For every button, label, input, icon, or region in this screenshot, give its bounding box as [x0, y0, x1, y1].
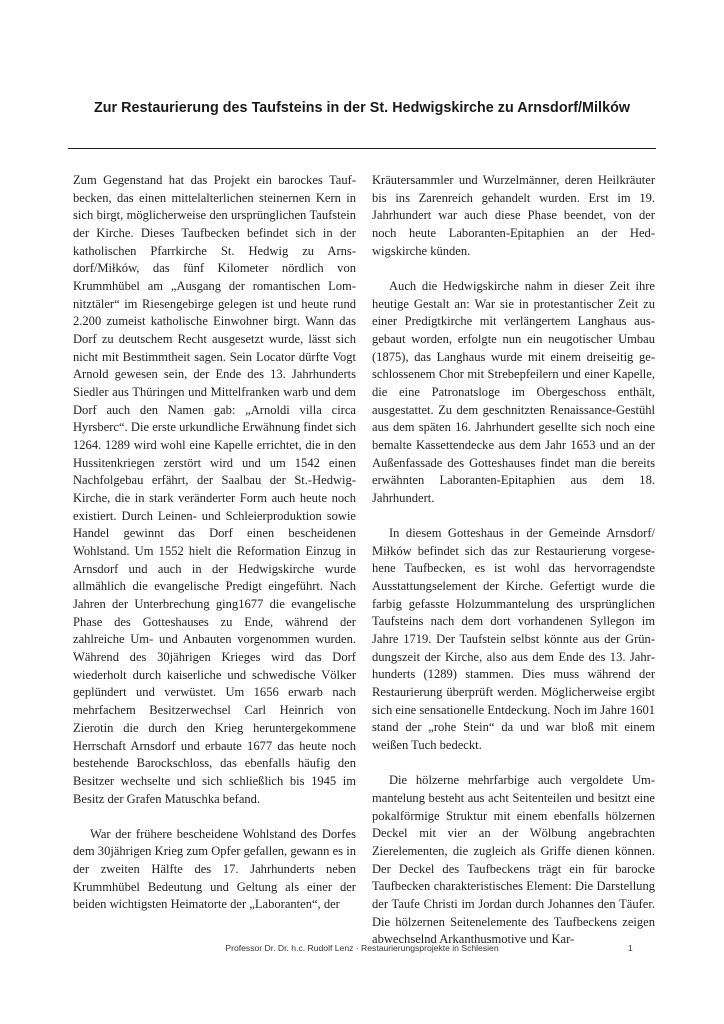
title-divider	[68, 148, 656, 149]
paragraph: War der frühere bescheidene Wohlstand des Dorfes dem 30jährigen Krieg zum Opfer gefallen, gewann es in der zweiten Hälfte des 17. Jahrhunderts neben Krummhübel Bedeutung und Geltung als einer der beiden wichtigsten Heimatorte der „Laboranten“, der	[73, 826, 356, 912]
paragraph: Kräutersammler und Wurzelmänner, deren Heilkräuter bis ins Zarenreich gehandelt wurden. Erst im 19. Jahrhundert war auch diese Phase beendet, von der noch heute Laboranten-Epitaphien an der Hedwigskirche künden.	[372, 173, 655, 258]
paragraph: Zum Gegenstand hat das Projekt ein barockes Taufbecken, das einen mittelalterlichen steinernen Kern in sich birgt, möglicherweise den ursprünglichen Taufstein der Kirche. Dieses Taufbecken befindet sich in der katholischen Pfarrkirche St. Hedwig zu Arnsdorf/Miłków, das fünf Kilometer nördlich von Krummhübel am „Ausgang der romantischen Lomnitztäler“ im Riesengebirge gelegen ist und heute rund 2.200 zumeist katholische Einwohner birgt. Wann das Dorf zu deutschem Recht ausgesetzt wurde, lässt sich nicht mit Bestimmtheit sagen. Sein Locator dürfte Vogt Arnold gewesen sein, der Ende des 13. Jahrhunderts Siedler aus Thüringen und Mittelfranken warb und dem Dorf auch den Namen gab: „Arnoldi villa circa Hyrsberc“. Die erste urkundliche Erwähnung findet sich 1264. 1289 wird wohl eine Kapelle errichtet, die in den Hussitenkriegen zerstört wird und um 1542 einen Nachfolgebau erfährt, der Saalbau der St.-Hedwig-Kirche, die in stark veränderter Form auch heute noch existiert. Durch Leinen- und Schleierproduktion sowie Handel gewinnt das Dorf einen bescheidenen Wohlstand. Um 1552 hielt die Reformation Einzug in Arnsdorf und auch in der Hedwigskirche wurde allmählich die evangelische Predigt eingeführt. Nach Jahren der Unterbrechung ging1677 die evangelische Phase des Gotteshauses zu Ende, während der zahlreiche Um- und Anbauten vorgenommen wurden. Während des 30jährigen Krieges wird das Dorf wiederholt durch kaiserliche und schwedische Völker geplündert und verwüstet. Um 1656 erwarb nach mehrfachem Besitzerwechsel Carl Heinrich von Zierotin die durch den Krieg heruntergekommene Herrschaft Arnsdorf und erbaute 1677 das heute noch bestehende Barockschloss, das ebenfalls häufig den Besitzer wechselte und sich schließlich bis 1945 im Besitz der Grafen Matuschka befand.	[73, 173, 356, 806]
page-number: 1	[628, 943, 633, 953]
paragraph: Auch die Hedwigskirche nahm in dieser Zeit ihre heutige Gestalt an: War sie in protestantischer Zeit zu einer Predigtkirche mit verlängertem Langhaus ausgebaut worden, erfolgte nun ein neugotischer Umbau (1875), das Langhaus wurde mit einem dreiseitig geschlossenem Chor mit Strebepfeilern und einer Kapelle, die eine Patronatsloge im Obergeschoss enthält, ausgestattet. Zu dem geschnitzten Renaissance-Gestühl aus dem späten 16. Jahrhundert gesellte sich noch eine bemalte Kassettendecke aus dem Jahr 1653 und an der Außenfassade des Gotteshauses findet man die bereits erwähnten Laboranten-Epitaphien aus dem 18. Jahrhundert.	[372, 278, 655, 505]
right-column	[372, 172, 655, 949]
paragraph: Die hölzerne mehrfarbige auch vergoldete Ummantelung besteht aus acht Seitenteilen und besitzt eine pokalförmige Struktur mit einem ebenfalls hölzernen Deckel mit vier an der Wölbung angebrachten Zierelementen, die zugleich als Griffe dienen können. Der Deckel des Taufbeckens trägt ein für barocke Taufbecken charakteristisches Element: Die Darstellung der Taufe Christi im Jordan durch Johannes den Täufer. Die hölzernen Seitenelemente des Taufbeckens zeigen abwechselnd Arkanthusmotive und Kar-	[372, 773, 655, 947]
page-title: Zur Restaurierung des Taufsteins in der St. Hedwigskirche zu Arnsdorf/Milków	[93, 100, 631, 116]
paragraph: In diesem Gotteshaus in der Gemeinde Arnsdorf/ Miłków befindet sich das zur Restaurierung vorgesehene Taufbecken, es ist wohl das hervorragendste Ausstattungselement der Kirche. Gefertigt wurde die farbig gefasste Holzummantelung des ursprünglichen Taufsteins nach dem dort vorhandenen Syllegon im Jahre 1719. Der Taufstein selbst könnte aus der Gründungszeit der Kirche, also aus dem Ende des 13. Jahrhunderts (1289) stammen. Dies muss während der Restaurierung überprüft werden. Möglicherweise ergibt sich eine sensationelle Entdeckung. Noch im Jahre 1601 stand der „rohe Stein“ da und war bloß mit einem weißen Tuch bedeckt.	[372, 526, 655, 753]
page-footer: Professor Dr. Dr. h.c. Rudolf Lenz · Restaurierungsprojekte in Schlesien	[225, 943, 499, 953]
left-column	[73, 172, 356, 914]
